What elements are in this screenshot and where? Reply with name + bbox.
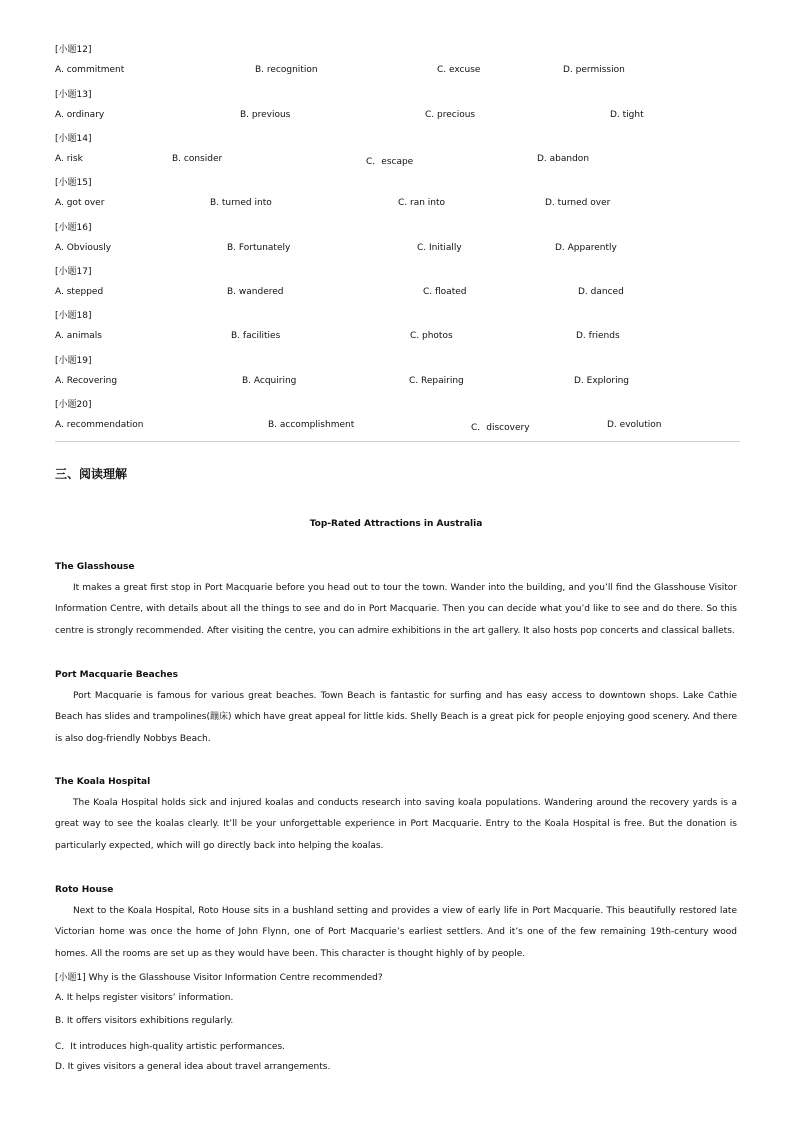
option-19-a[interactable]: A. Recovering bbox=[55, 376, 118, 386]
option-18-d[interactable]: D. friends bbox=[576, 331, 620, 341]
question-label-15: [小题15] bbox=[55, 178, 92, 188]
question-label-14: [小题14] bbox=[55, 134, 92, 144]
passage-title: Top-Rated Attractions in Australia bbox=[309, 519, 483, 529]
option-20-d[interactable]: D. evolution bbox=[607, 420, 662, 430]
option-12-a[interactable]: A. commitment bbox=[55, 65, 125, 75]
question-label-16: [小题16] bbox=[55, 223, 92, 233]
question-label-17: [小题17] bbox=[55, 267, 92, 277]
option-19-b[interactable]: B. Acquiring bbox=[242, 376, 297, 386]
paragraph-glasshouse: It makes a great first stop in Port Macquarie before you head out to tour the town. Wander into the building, and you’ll find the Glasshouse Visitor Information Centre, with details about all the things to see and do in Port Macquarie. Then you can decide what you’d like to see and do there. So this centre is strongly recommended. After visiting the centre, you can admire exhibitions in the art gallery. It also hosts pop concerts and classical ballets. bbox=[55, 583, 737, 636]
option-20-b[interactable]: B. accomplishment bbox=[268, 420, 355, 430]
option-16-b[interactable]: B. Fortunately bbox=[227, 243, 291, 253]
option-15-c[interactable]: C. ran into bbox=[398, 198, 446, 208]
option-16-a[interactable]: A. Obviously bbox=[55, 243, 112, 253]
section-title: 三、阅读理解 bbox=[55, 467, 128, 481]
question-label-13: [小题13] bbox=[55, 90, 92, 100]
question-option-b[interactable]: B. It offers visitors exhibitions regularly. bbox=[55, 1016, 234, 1026]
section-divider bbox=[55, 441, 740, 442]
question-option-d[interactable]: D. It gives visitors a general idea about travel arrangements. bbox=[55, 1062, 331, 1072]
question-label-18: [小题18] bbox=[55, 311, 92, 321]
option-12-c[interactable]: C. excuse bbox=[437, 65, 481, 75]
question-stem: [小题1] Why is the Glasshouse Visitor Information Centre recommended? bbox=[55, 973, 383, 983]
option-17-a[interactable]: A. stepped bbox=[55, 287, 104, 297]
option-13-c[interactable]: C. precious bbox=[425, 110, 476, 120]
paragraph-roto-house: Next to the Koala Hospital, Roto House sits in a bushland setting and provides a view of early life in Port Macquarie. This beautifully restored late Victorian home was once the home of John Flynn, one of Port Macquarie’s earliest settlers. And it’s one of the few remaining 19th-century wood homes. All the rooms are set up as they would have been. This character is thought highly of by people. bbox=[55, 906, 737, 959]
heading-roto-house: Roto House bbox=[55, 885, 114, 895]
option-17-c[interactable]: C. floated bbox=[423, 287, 467, 297]
option-19-d[interactable]: D. Exploring bbox=[574, 376, 630, 386]
option-14-b[interactable]: B. consider bbox=[172, 154, 223, 164]
option-15-b[interactable]: B. turned into bbox=[210, 198, 272, 208]
option-12-d[interactable]: D. permission bbox=[563, 65, 625, 75]
question-label-12: [小题12] bbox=[55, 45, 92, 55]
heading-koala-hospital: The Koala Hospital bbox=[55, 777, 151, 787]
option-15-a[interactable]: A. got over bbox=[55, 198, 105, 208]
option-13-d[interactable]: D. tight bbox=[610, 110, 644, 120]
option-16-d[interactable]: D. Apparently bbox=[555, 243, 617, 253]
option-19-c[interactable]: C. Repairing bbox=[409, 376, 464, 386]
heading-glasshouse: The Glasshouse bbox=[55, 562, 135, 572]
paragraph-beaches: Port Macquarie is famous for various great beaches. Town Beach is fantastic for surfing and has easy access to downtown shops. Lake Cathie Beach has slides and trampolines(蹦床) which have great appeal for little kids. Shelly Beach is a great pick for people enjoying good scenery. And there is also dog-friendly Nobbys Beach. bbox=[55, 691, 737, 744]
heading-beaches: Port Macquarie Beaches bbox=[55, 670, 178, 680]
option-12-b[interactable]: B. recognition bbox=[255, 65, 318, 75]
option-13-b[interactable]: B. previous bbox=[240, 110, 291, 120]
option-18-c[interactable]: C. photos bbox=[410, 331, 453, 341]
option-20-a[interactable]: A. recommendation bbox=[55, 420, 144, 430]
option-18-b[interactable]: B. facilities bbox=[231, 331, 281, 341]
option-17-d[interactable]: D. danced bbox=[578, 287, 624, 297]
paragraph-koala-hospital: The Koala Hospital holds sick and injured koalas and conducts research into saving koala populations. Wandering around the recovery yards is a great way to see the koalas clearly. It’ll be your unforgettable experience in Port Macquarie. Entry to the Koala Hospital is free. But the donation is particularly expected, which will go directly back into helping the koalas. bbox=[55, 798, 737, 851]
option-14-d[interactable]: D. abandon bbox=[537, 154, 590, 164]
option-16-c[interactable]: C. Initially bbox=[417, 243, 462, 253]
option-15-d[interactable]: D. turned over bbox=[545, 198, 611, 208]
option-14-a[interactable]: A. risk bbox=[55, 154, 83, 164]
question-option-c[interactable]: C．It introduces high-quality artistic performances. bbox=[55, 1042, 286, 1052]
question-label-20: [小题20] bbox=[55, 400, 92, 410]
question-label-19: [小题19] bbox=[55, 356, 92, 366]
option-13-a[interactable]: A. ordinary bbox=[55, 110, 105, 120]
option-18-a[interactable]: A. animals bbox=[55, 331, 102, 341]
option-14-c[interactable]: C．escape bbox=[366, 157, 414, 167]
option-17-b[interactable]: B. wandered bbox=[227, 287, 284, 297]
option-20-c[interactable]: C．discovery bbox=[471, 423, 530, 433]
question-option-a[interactable]: A. It helps register visitors’ information. bbox=[55, 993, 234, 1003]
